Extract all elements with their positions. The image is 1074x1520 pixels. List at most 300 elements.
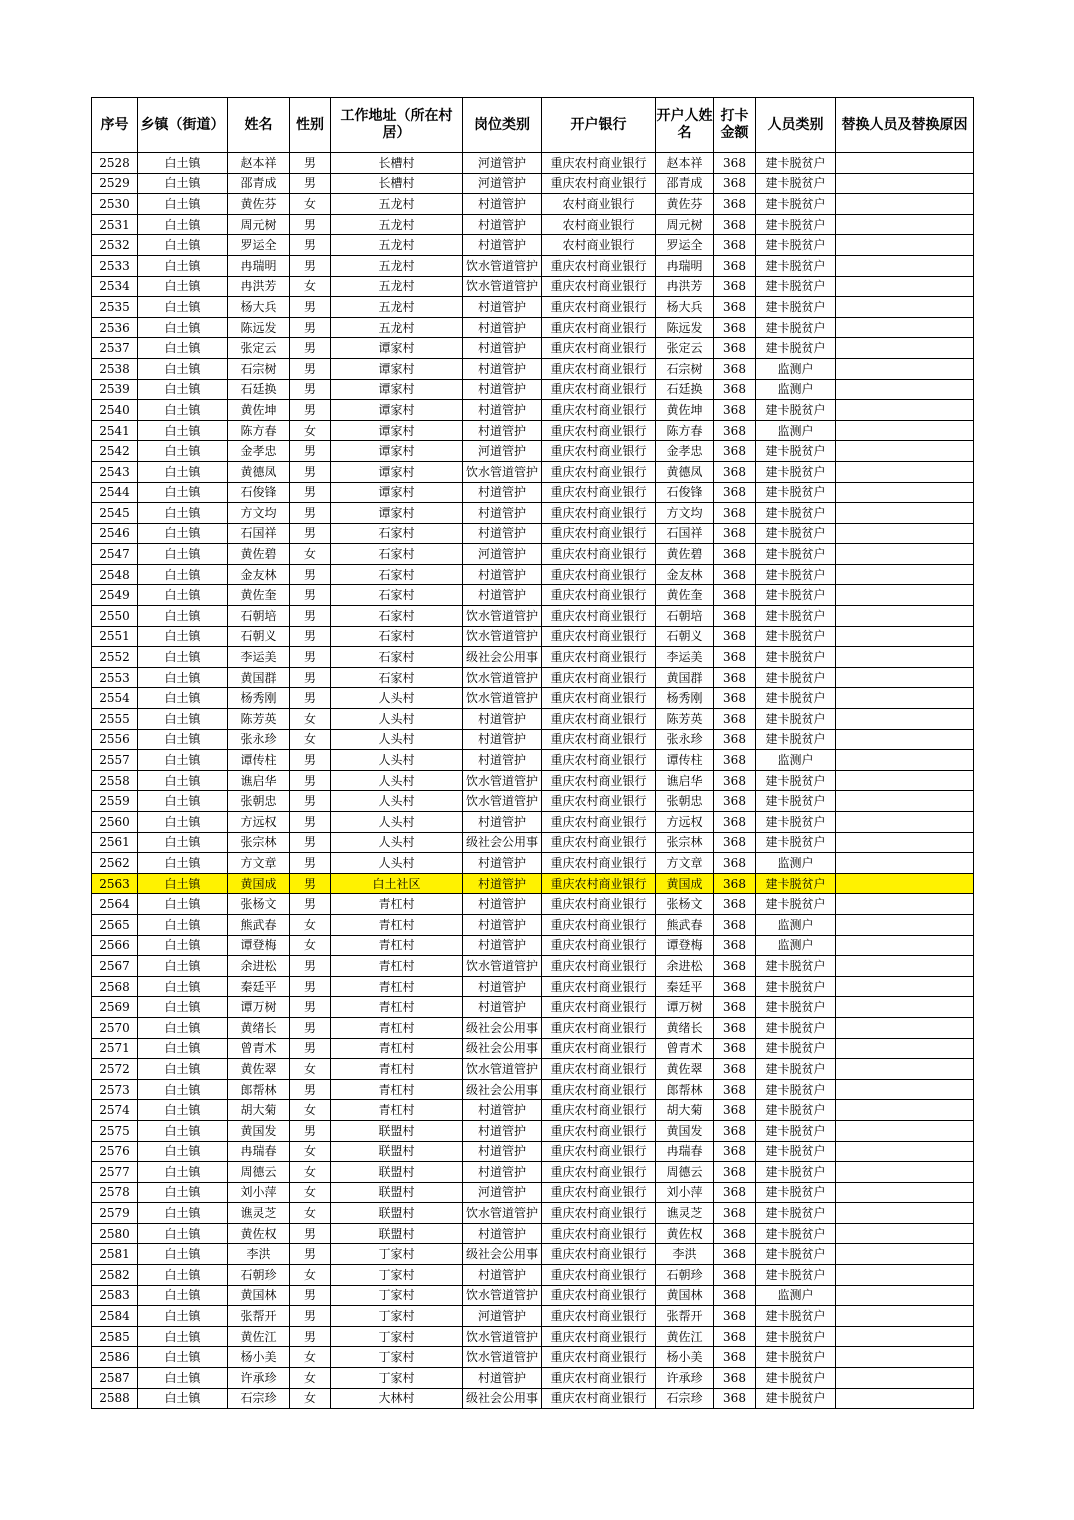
cell-name: 张朝忠 <box>228 791 290 812</box>
cell-replacement <box>836 791 974 812</box>
cell-work-address: 青杠村 <box>331 914 463 935</box>
cell-work-address: 人头村 <box>331 791 463 812</box>
cell-bank: 重庆农村商业银行 <box>542 853 656 874</box>
cell-replacement <box>836 255 974 276</box>
cell-account-holder: 张帮开 <box>656 1306 714 1327</box>
table-row <box>92 647 974 668</box>
cell-bank: 重庆农村商业银行 <box>542 441 656 462</box>
cell-replacement <box>836 1285 974 1306</box>
cell-person-type: 建卡脱贫户 <box>756 338 836 359</box>
cell-work-address: 石家村 <box>331 606 463 627</box>
cell-work-address: 丁家村 <box>331 1347 463 1368</box>
cell-person-type: 建卡脱贫户 <box>756 626 836 647</box>
cell-post-type: 饮水管道管护 <box>463 1326 542 1347</box>
cell-name: 冉洪芳 <box>228 276 290 297</box>
cell-post-type: 饮水管道管护 <box>463 667 542 688</box>
cell-work-address: 联盟村 <box>331 1223 463 1244</box>
cell-amount: 368 <box>714 544 756 565</box>
cell-index: 2581 <box>92 1244 138 1265</box>
cell-gender: 女 <box>290 544 331 565</box>
cell-account-holder: 方文章 <box>656 853 714 874</box>
cell-account-holder: 陈芳英 <box>656 709 714 730</box>
cell-bank: 重庆农村商业银行 <box>542 770 656 791</box>
table-row <box>92 997 974 1018</box>
cell-index: 2582 <box>92 1265 138 1286</box>
cell-amount: 368 <box>714 441 756 462</box>
cell-township: 白土镇 <box>138 1223 228 1244</box>
cell-name: 黄佐奎 <box>228 585 290 606</box>
cell-township: 白土镇 <box>138 1285 228 1306</box>
cell-replacement <box>836 1141 974 1162</box>
cell-name: 石朝义 <box>228 626 290 647</box>
cell-name: 刘小萍 <box>228 1182 290 1203</box>
cell-account-holder: 冉瑞春 <box>656 1141 714 1162</box>
cell-replacement <box>836 1203 974 1224</box>
cell-account-holder: 谯灵芝 <box>656 1203 714 1224</box>
cell-post-type: 级社会公用事 <box>463 1038 542 1059</box>
cell-account-holder: 石朝珍 <box>656 1265 714 1286</box>
cell-amount: 368 <box>714 729 756 750</box>
cell-amount: 368 <box>714 750 756 771</box>
table-row <box>92 914 974 935</box>
cell-bank: 重庆农村商业银行 <box>542 173 656 194</box>
cell-post-type: 村道管护 <box>463 729 542 750</box>
cell-work-address: 谭家村 <box>331 338 463 359</box>
cell-work-address: 石家村 <box>331 667 463 688</box>
cell-account-holder: 黄国发 <box>656 1120 714 1141</box>
cell-bank: 重庆农村商业银行 <box>542 1079 656 1100</box>
table-row <box>92 956 974 977</box>
cell-person-type: 建卡脱贫户 <box>756 667 836 688</box>
table-row <box>92 1100 974 1121</box>
cell-replacement <box>836 1326 974 1347</box>
cell-bank: 重庆农村商业银行 <box>542 791 656 812</box>
cell-bank: 重庆农村商业银行 <box>542 626 656 647</box>
cell-person-type: 建卡脱贫户 <box>756 503 836 524</box>
cell-replacement <box>836 503 974 524</box>
cell-work-address: 石家村 <box>331 585 463 606</box>
cell-index: 2553 <box>92 667 138 688</box>
cell-account-holder: 石俊锋 <box>656 482 714 503</box>
cell-account-holder: 石宗珍 <box>656 1388 714 1409</box>
cell-account-holder: 黄德凤 <box>656 461 714 482</box>
table-row <box>92 791 974 812</box>
cell-index: 2543 <box>92 461 138 482</box>
cell-person-type: 建卡脱贫户 <box>756 1306 836 1327</box>
cell-replacement <box>836 1368 974 1389</box>
cell-amount: 368 <box>714 482 756 503</box>
table-row <box>92 873 974 894</box>
cell-gender: 男 <box>290 791 331 812</box>
col-header-gender: 性别 <box>290 98 331 153</box>
cell-replacement <box>836 1017 974 1038</box>
cell-township: 白土镇 <box>138 1120 228 1141</box>
cell-name: 曾青术 <box>228 1038 290 1059</box>
cell-index: 2552 <box>92 647 138 668</box>
cell-township: 白土镇 <box>138 667 228 688</box>
cell-work-address: 石家村 <box>331 626 463 647</box>
cell-person-type: 建卡脱贫户 <box>756 1059 836 1080</box>
cell-person-type: 建卡脱贫户 <box>756 812 836 833</box>
cell-gender: 男 <box>290 153 331 174</box>
header-row <box>92 98 974 153</box>
cell-gender: 男 <box>290 400 331 421</box>
cell-replacement <box>836 276 974 297</box>
cell-amount: 368 <box>714 1306 756 1327</box>
cell-bank: 农村商业银行 <box>542 214 656 235</box>
cell-name: 秦廷平 <box>228 976 290 997</box>
cell-account-holder: 石国祥 <box>656 523 714 544</box>
cell-amount: 368 <box>714 1038 756 1059</box>
cell-index: 2587 <box>92 1368 138 1389</box>
cell-amount: 368 <box>714 997 756 1018</box>
cell-work-address: 石家村 <box>331 564 463 585</box>
table-row <box>92 688 974 709</box>
cell-person-type: 建卡脱贫户 <box>756 1326 836 1347</box>
table-row <box>92 255 974 276</box>
table-row <box>92 1141 974 1162</box>
cell-work-address: 联盟村 <box>331 1203 463 1224</box>
cell-post-type: 村道管护 <box>463 235 542 256</box>
cell-bank: 重庆农村商业银行 <box>542 1100 656 1121</box>
cell-work-address: 人头村 <box>331 812 463 833</box>
table-row <box>92 379 974 400</box>
cell-work-address: 五龙村 <box>331 194 463 215</box>
cell-person-type: 建卡脱贫户 <box>756 1265 836 1286</box>
cell-replacement <box>836 379 974 400</box>
table-row <box>92 1306 974 1327</box>
cell-index: 2578 <box>92 1182 138 1203</box>
cell-amount: 368 <box>714 812 756 833</box>
cell-township: 白土镇 <box>138 791 228 812</box>
cell-person-type: 建卡脱贫户 <box>756 544 836 565</box>
cell-index: 2574 <box>92 1100 138 1121</box>
cell-name: 许承珍 <box>228 1368 290 1389</box>
cell-index: 2585 <box>92 1326 138 1347</box>
cell-replacement <box>836 770 974 791</box>
table-row <box>92 564 974 585</box>
cell-bank: 重庆农村商业银行 <box>542 482 656 503</box>
cell-township: 白土镇 <box>138 1326 228 1347</box>
cell-township: 白土镇 <box>138 1388 228 1409</box>
cell-index: 2536 <box>92 317 138 338</box>
cell-bank: 重庆农村商业银行 <box>542 976 656 997</box>
cell-amount: 368 <box>714 976 756 997</box>
cell-township: 白土镇 <box>138 914 228 935</box>
cell-person-type: 建卡脱贫户 <box>756 729 836 750</box>
cell-bank: 农村商业银行 <box>542 235 656 256</box>
table-row <box>92 1120 974 1141</box>
cell-township: 白土镇 <box>138 441 228 462</box>
cell-replacement <box>836 709 974 730</box>
table-row <box>92 276 974 297</box>
cell-account-holder: 冉洪芳 <box>656 276 714 297</box>
cell-index: 2548 <box>92 564 138 585</box>
cell-bank: 重庆农村商业银行 <box>542 935 656 956</box>
cell-person-type: 建卡脱贫户 <box>756 214 836 235</box>
cell-bank: 重庆农村商业银行 <box>542 255 656 276</box>
col-header-index: 序号 <box>92 98 138 153</box>
cell-name: 黄佐碧 <box>228 544 290 565</box>
table-row <box>92 1326 974 1347</box>
table-row <box>92 1265 974 1286</box>
cell-person-type: 建卡脱贫户 <box>756 482 836 503</box>
cell-post-type: 村道管护 <box>463 564 542 585</box>
cell-account-holder: 周元树 <box>656 214 714 235</box>
cell-bank: 重庆农村商业银行 <box>542 1368 656 1389</box>
table-row <box>92 1162 974 1183</box>
cell-bank: 农村商业银行 <box>542 194 656 215</box>
cell-amount: 368 <box>714 523 756 544</box>
cell-account-holder: 许承珍 <box>656 1368 714 1389</box>
cell-replacement <box>836 729 974 750</box>
cell-work-address: 青杠村 <box>331 894 463 915</box>
cell-account-holder: 谭登梅 <box>656 935 714 956</box>
cell-bank: 重庆农村商业银行 <box>542 503 656 524</box>
cell-person-type: 建卡脱贫户 <box>756 873 836 894</box>
cell-account-holder: 黄佐权 <box>656 1223 714 1244</box>
col-header-township: 乡镇（街道） <box>138 98 228 153</box>
cell-township: 白土镇 <box>138 317 228 338</box>
cell-index: 2544 <box>92 482 138 503</box>
cell-post-type: 村道管护 <box>463 523 542 544</box>
cell-amount: 368 <box>714 276 756 297</box>
cell-account-holder: 陈方春 <box>656 420 714 441</box>
cell-account-holder: 赵本祥 <box>656 153 714 174</box>
cell-bank: 重庆农村商业银行 <box>542 1347 656 1368</box>
cell-work-address: 人头村 <box>331 750 463 771</box>
cell-person-type: 建卡脱贫户 <box>756 976 836 997</box>
cell-replacement <box>836 647 974 668</box>
cell-person-type: 建卡脱贫户 <box>756 317 836 338</box>
cell-bank: 重庆农村商业银行 <box>542 832 656 853</box>
cell-replacement <box>836 544 974 565</box>
cell-replacement <box>836 1079 974 1100</box>
cell-gender: 女 <box>290 194 331 215</box>
cell-post-type: 村道管护 <box>463 853 542 874</box>
cell-bank: 重庆农村商业银行 <box>542 1162 656 1183</box>
cell-work-address: 青杠村 <box>331 976 463 997</box>
cell-name: 谯灵芝 <box>228 1203 290 1224</box>
cell-account-holder: 杨大兵 <box>656 297 714 318</box>
cell-index: 2572 <box>92 1059 138 1080</box>
cell-amount: 368 <box>714 235 756 256</box>
cell-account-holder: 郎帮林 <box>656 1079 714 1100</box>
cell-index: 2570 <box>92 1017 138 1038</box>
cell-work-address: 五龙村 <box>331 317 463 338</box>
cell-account-holder: 黄佐坤 <box>656 400 714 421</box>
cell-bank: 重庆农村商业银行 <box>542 379 656 400</box>
cell-township: 白土镇 <box>138 1306 228 1327</box>
cell-person-type: 建卡脱贫户 <box>756 709 836 730</box>
table-row <box>92 626 974 647</box>
cell-amount: 368 <box>714 1244 756 1265</box>
cell-name: 黄佐权 <box>228 1223 290 1244</box>
cell-amount: 368 <box>714 1100 756 1121</box>
cell-township: 白土镇 <box>138 770 228 791</box>
cell-person-type: 建卡脱贫户 <box>756 956 836 977</box>
cell-gender: 女 <box>290 1388 331 1409</box>
cell-gender: 女 <box>290 914 331 935</box>
cell-index: 2530 <box>92 194 138 215</box>
table-row <box>92 1347 974 1368</box>
cell-name: 冉瑞明 <box>228 255 290 276</box>
cell-name: 黄佐翠 <box>228 1059 290 1080</box>
cell-person-type: 建卡脱贫户 <box>756 894 836 915</box>
cell-amount: 368 <box>714 585 756 606</box>
cell-work-address: 人头村 <box>331 688 463 709</box>
table-row <box>92 729 974 750</box>
cell-index: 2556 <box>92 729 138 750</box>
cell-replacement <box>836 482 974 503</box>
cell-account-holder: 杨小美 <box>656 1347 714 1368</box>
cell-amount: 368 <box>714 1182 756 1203</box>
cell-gender: 男 <box>290 853 331 874</box>
cell-person-type: 建卡脱贫户 <box>756 585 836 606</box>
cell-replacement <box>836 358 974 379</box>
cell-person-type: 建卡脱贫户 <box>756 1203 836 1224</box>
cell-bank: 重庆农村商业银行 <box>542 564 656 585</box>
cell-account-holder: 张永珍 <box>656 729 714 750</box>
cell-person-type: 监测户 <box>756 1285 836 1306</box>
cell-work-address: 人头村 <box>331 729 463 750</box>
cell-index: 2538 <box>92 358 138 379</box>
cell-index: 2546 <box>92 523 138 544</box>
cell-replacement <box>836 1223 974 1244</box>
cell-person-type: 建卡脱贫户 <box>756 1244 836 1265</box>
cell-bank: 重庆农村商业银行 <box>542 1017 656 1038</box>
cell-post-type: 村道管护 <box>463 709 542 730</box>
cell-name: 张定云 <box>228 338 290 359</box>
cell-post-type: 饮水管道管护 <box>463 688 542 709</box>
cell-index: 2573 <box>92 1079 138 1100</box>
cell-name: 石宗树 <box>228 358 290 379</box>
cell-amount: 368 <box>714 1326 756 1347</box>
cell-replacement <box>836 956 974 977</box>
table-row <box>92 482 974 503</box>
table-row <box>92 832 974 853</box>
cell-gender: 男 <box>290 1120 331 1141</box>
cell-amount: 368 <box>714 1203 756 1224</box>
cell-person-type: 建卡脱贫户 <box>756 255 836 276</box>
cell-amount: 368 <box>714 1120 756 1141</box>
cell-account-holder: 方文均 <box>656 503 714 524</box>
cell-gender: 男 <box>290 255 331 276</box>
cell-township: 白土镇 <box>138 420 228 441</box>
cell-replacement <box>836 688 974 709</box>
cell-person-type: 监测户 <box>756 853 836 874</box>
cell-person-type: 监测户 <box>756 358 836 379</box>
cell-bank: 重庆农村商业银行 <box>542 1265 656 1286</box>
cell-township: 白土镇 <box>138 729 228 750</box>
table-row <box>92 461 974 482</box>
cell-gender: 女 <box>290 709 331 730</box>
table-row <box>92 523 974 544</box>
cell-work-address: 青杠村 <box>331 1017 463 1038</box>
cell-bank: 重庆农村商业银行 <box>542 317 656 338</box>
cell-account-holder: 罗运全 <box>656 235 714 256</box>
cell-township: 白土镇 <box>138 894 228 915</box>
cell-person-type: 建卡脱贫户 <box>756 1182 836 1203</box>
cell-amount: 368 <box>714 1141 756 1162</box>
cell-amount: 368 <box>714 626 756 647</box>
cell-name: 杨大兵 <box>228 297 290 318</box>
cell-work-address: 谭家村 <box>331 482 463 503</box>
cell-post-type: 级社会公用事 <box>463 1244 542 1265</box>
cell-work-address: 长槽村 <box>331 153 463 174</box>
table-row <box>92 935 974 956</box>
cell-amount: 368 <box>714 358 756 379</box>
cell-replacement <box>836 585 974 606</box>
cell-name: 黄德凤 <box>228 461 290 482</box>
cell-name: 罗运全 <box>228 235 290 256</box>
cell-index: 2569 <box>92 997 138 1018</box>
cell-person-type: 监测户 <box>756 914 836 935</box>
cell-township: 白土镇 <box>138 997 228 1018</box>
cell-post-type: 河道管护 <box>463 441 542 462</box>
cell-index: 2558 <box>92 770 138 791</box>
cell-person-type: 建卡脱贫户 <box>756 297 836 318</box>
cell-account-holder: 胡大菊 <box>656 1100 714 1121</box>
cell-person-type: 监测户 <box>756 935 836 956</box>
cell-gender: 男 <box>290 461 331 482</box>
cell-index: 2531 <box>92 214 138 235</box>
cell-work-address: 青杠村 <box>331 1038 463 1059</box>
cell-gender: 女 <box>290 276 331 297</box>
cell-name: 陈远发 <box>228 317 290 338</box>
cell-amount: 368 <box>714 400 756 421</box>
table-row <box>92 1038 974 1059</box>
cell-person-type: 建卡脱贫户 <box>756 1141 836 1162</box>
cell-account-holder: 曾青术 <box>656 1038 714 1059</box>
cell-bank: 重庆农村商业银行 <box>542 153 656 174</box>
table-row <box>92 441 974 462</box>
cell-name: 金友林 <box>228 564 290 585</box>
cell-amount: 368 <box>714 873 756 894</box>
table-row <box>92 1368 974 1389</box>
cell-township: 白土镇 <box>138 1100 228 1121</box>
cell-amount: 368 <box>714 894 756 915</box>
cell-replacement <box>836 338 974 359</box>
table-row <box>92 235 974 256</box>
cell-account-holder: 刘小萍 <box>656 1182 714 1203</box>
cell-bank: 重庆农村商业银行 <box>542 750 656 771</box>
cell-account-holder: 张杨文 <box>656 894 714 915</box>
cell-index: 2560 <box>92 812 138 833</box>
cell-township: 白土镇 <box>138 709 228 730</box>
cell-bank: 重庆农村商业银行 <box>542 873 656 894</box>
cell-account-holder: 谯启华 <box>656 770 714 791</box>
cell-work-address: 五龙村 <box>331 276 463 297</box>
cell-amount: 368 <box>714 461 756 482</box>
cell-gender: 男 <box>290 1244 331 1265</box>
table-row <box>92 894 974 915</box>
cell-replacement <box>836 1182 974 1203</box>
cell-name: 陈芳英 <box>228 709 290 730</box>
cell-work-address: 长槽村 <box>331 173 463 194</box>
cell-post-type: 级社会公用事 <box>463 832 542 853</box>
cell-person-type: 建卡脱贫户 <box>756 523 836 544</box>
cell-township: 白土镇 <box>138 1017 228 1038</box>
cell-work-address: 白土社区 <box>331 873 463 894</box>
cell-index: 2551 <box>92 626 138 647</box>
cell-gender: 男 <box>290 482 331 503</box>
cell-post-type: 饮水管道管护 <box>463 461 542 482</box>
cell-work-address: 青杠村 <box>331 1059 463 1080</box>
cell-gender: 男 <box>290 688 331 709</box>
cell-gender: 男 <box>290 338 331 359</box>
cell-amount: 368 <box>714 791 756 812</box>
